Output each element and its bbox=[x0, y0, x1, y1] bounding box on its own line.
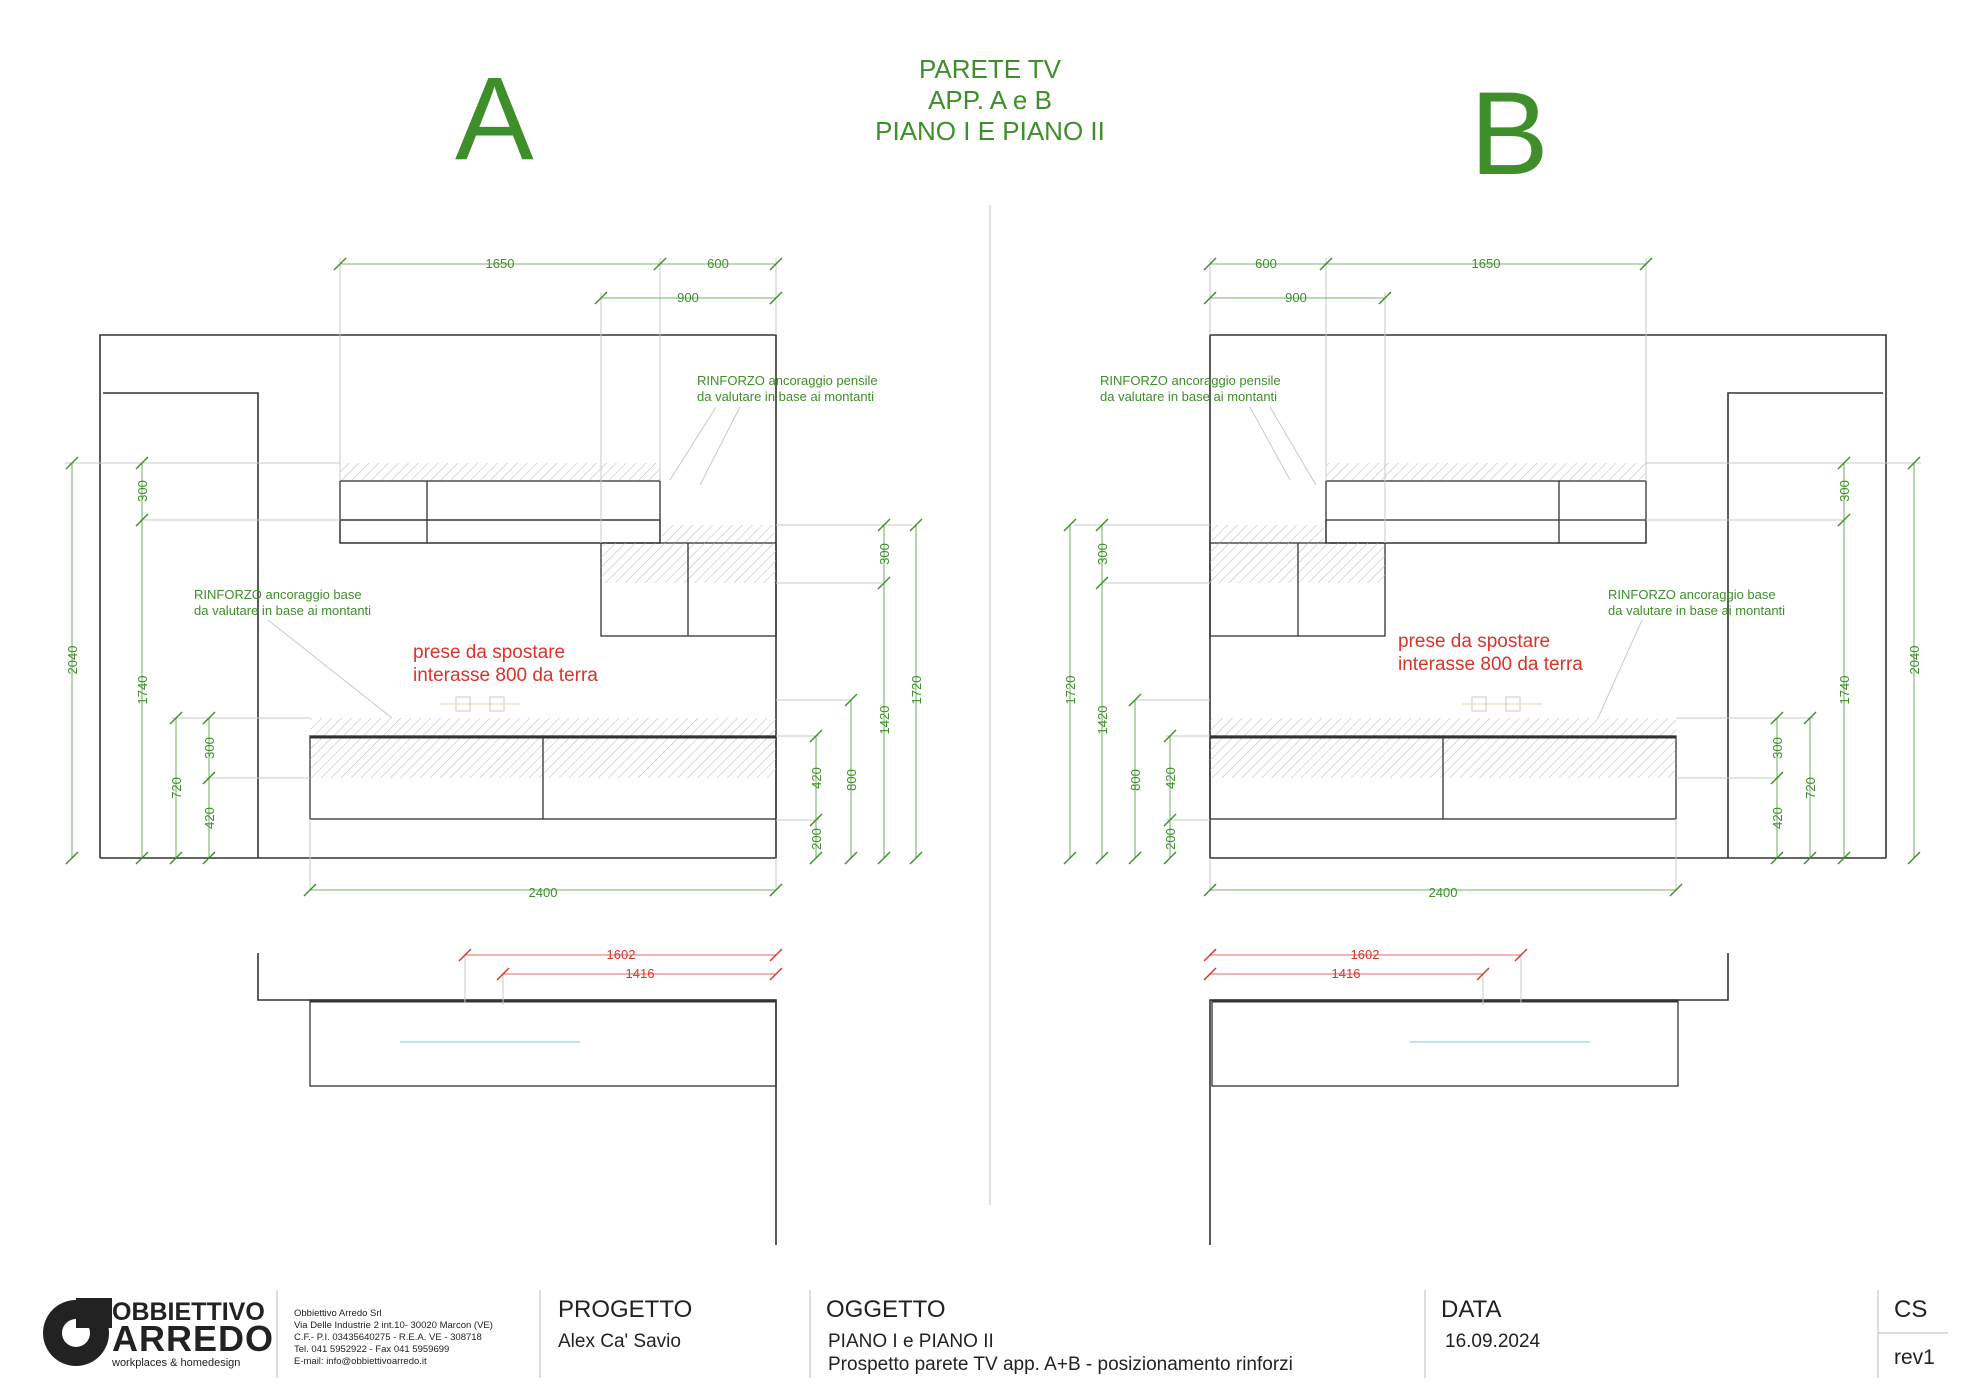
note-move-sockets: interasse 800 da terra bbox=[413, 665, 598, 686]
dim-1602: 1602 bbox=[606, 947, 636, 962]
dim-300: 300 bbox=[1095, 543, 1110, 565]
dim-2400: 2400 bbox=[528, 885, 558, 900]
note-reinforcement-wall-unit: RINFORZO ancoraggio pensile bbox=[697, 373, 878, 388]
upper-wall-cabinet bbox=[1326, 481, 1646, 543]
drawing-title bbox=[780, 54, 1200, 147]
dim-1740: 1740 bbox=[135, 675, 150, 705]
dim-2400: 2400 bbox=[1428, 885, 1458, 900]
dim-420: 420 bbox=[809, 767, 824, 789]
dim-1720: 1720 bbox=[909, 675, 924, 705]
note-move-sockets: prese da spostare bbox=[413, 642, 566, 663]
dim-720: 720 bbox=[169, 777, 184, 799]
dim-1420: 1420 bbox=[1095, 705, 1110, 735]
dim-600: 600 bbox=[1255, 256, 1277, 271]
elevation-view-a bbox=[65, 256, 924, 900]
plan-view-a bbox=[258, 947, 782, 1245]
view-label-b: B bbox=[1470, 68, 1549, 200]
plan-view-b bbox=[1204, 947, 1728, 1245]
elevation-view-b bbox=[1063, 256, 1922, 900]
dim-900: 900 bbox=[677, 290, 699, 305]
dim-300: 300 bbox=[135, 480, 150, 502]
dim-1420: 1420 bbox=[877, 705, 892, 735]
company-logo-mark bbox=[43, 1298, 112, 1366]
dim-300: 300 bbox=[1770, 737, 1785, 759]
dim-420: 420 bbox=[202, 807, 217, 829]
company-info-line: E-mail: info@obbiettivoarredo.it bbox=[294, 1356, 427, 1367]
title-line: PARETE TV bbox=[918, 54, 1062, 84]
company-info-line: C.F.- P.I. 03435640275 - R.E.A. VE - 308718 bbox=[294, 1332, 482, 1343]
note-move-sockets: prese da spostare bbox=[1398, 631, 1551, 652]
dim-600: 600 bbox=[707, 256, 729, 271]
title-line: PIANO I E PIANO II bbox=[875, 116, 1105, 146]
dim-1740: 1740 bbox=[1837, 675, 1852, 705]
note-reinforcement-wall-unit: da valutare in base ai montanti bbox=[1100, 389, 1278, 404]
drawing-code: CS bbox=[1894, 1296, 1928, 1323]
logo-name-line1: OBBIETTIVO bbox=[112, 1298, 265, 1326]
dim-300: 300 bbox=[877, 543, 892, 565]
company-info-line: Obbiettivo Arredo Srl bbox=[294, 1308, 382, 1319]
dim-1416: 1416 bbox=[625, 966, 655, 981]
note-reinforcement-base: da valutare in base ai montanti bbox=[1608, 603, 1786, 618]
oggetto-label: OGGETTO bbox=[826, 1296, 946, 1323]
data-value: 16.09.2024 bbox=[1445, 1331, 1541, 1352]
logo-name-line2: ARREDO bbox=[112, 1318, 275, 1359]
company-info-line: Via Delle Industrie 2 int.10- 30020 Marcon (VE) bbox=[294, 1320, 493, 1331]
dim-1602: 1602 bbox=[1350, 947, 1380, 962]
dim-1650: 1650 bbox=[1471, 256, 1501, 271]
dim-1416: 1416 bbox=[1331, 966, 1361, 981]
dim-300: 300 bbox=[1837, 480, 1852, 502]
oggetto-line2: Prospetto parete TV app. A+B - posizionamento rinforzi bbox=[828, 1354, 1293, 1375]
dim-800: 800 bbox=[844, 769, 859, 791]
oggetto-line1: PIANO I e PIANO II bbox=[828, 1331, 994, 1352]
note-reinforcement-wall-unit: da valutare in base ai montanti bbox=[697, 389, 875, 404]
dim-800: 800 bbox=[1128, 769, 1143, 791]
dim-2040: 2040 bbox=[65, 645, 80, 675]
dim-200: 200 bbox=[809, 828, 824, 850]
dim-420: 420 bbox=[1770, 807, 1785, 829]
dim-200: 200 bbox=[1163, 828, 1178, 850]
upper-wall-cabinet bbox=[340, 481, 660, 543]
reinforcement-zone-wall-unit bbox=[662, 525, 774, 543]
progetto-value: Alex Ca' Savio bbox=[558, 1331, 681, 1352]
dim-720: 720 bbox=[1803, 777, 1818, 799]
note-move-sockets: interasse 800 da terra bbox=[1398, 654, 1583, 675]
note-reinforcement-base: da valutare in base ai montanti bbox=[194, 603, 372, 618]
logo-tagline: workplaces & homedesign bbox=[112, 1357, 241, 1369]
title-line: APP. A e B bbox=[928, 85, 1052, 115]
reinforcement-zone-upper bbox=[340, 463, 660, 481]
progetto-label: PROGETTO bbox=[558, 1296, 693, 1323]
reinforcement-zone-base bbox=[310, 718, 776, 736]
dim-1650: 1650 bbox=[485, 256, 515, 271]
dim-1720: 1720 bbox=[1063, 675, 1078, 705]
dim-2040: 2040 bbox=[1907, 645, 1922, 675]
data-label: DATA bbox=[1441, 1296, 1502, 1323]
revision: rev1 bbox=[1894, 1346, 1935, 1369]
note-reinforcement-base: RINFORZO ancoraggio base bbox=[194, 587, 362, 602]
note-reinforcement-wall-unit: RINFORZO ancoraggio pensile bbox=[1100, 373, 1281, 388]
dim-300: 300 bbox=[202, 737, 217, 759]
dim-900: 900 bbox=[1285, 290, 1307, 305]
view-label-a: A bbox=[455, 53, 534, 185]
note-reinforcement-base: RINFORZO ancoraggio base bbox=[1608, 587, 1776, 602]
dim-420: 420 bbox=[1163, 767, 1178, 789]
company-info-line: Tel. 041 5952922 - Fax 041 5959699 bbox=[294, 1344, 450, 1355]
